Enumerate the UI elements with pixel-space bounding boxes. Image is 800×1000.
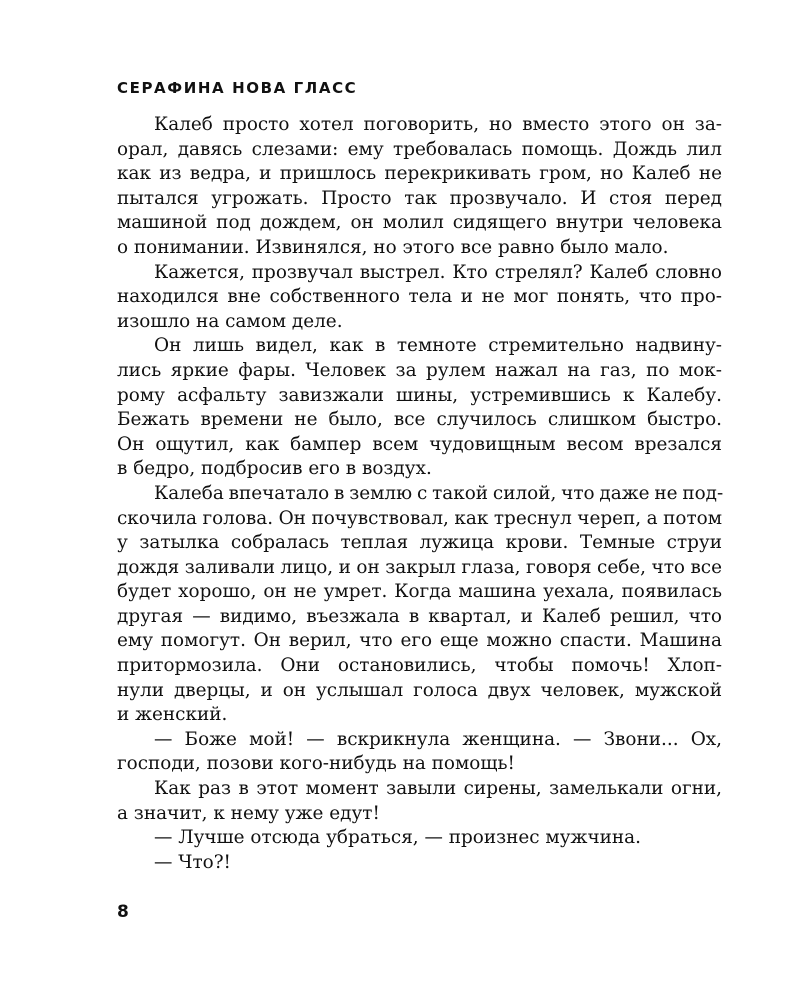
text-line: как из ведра, и пришлось перекрикивать гром, но Калеб не [117,163,722,185]
text-line: о понимании. Извинялся, но этого все равно было мало. [117,236,669,258]
text-line: изошло на самом деле. [117,310,343,332]
text-line: — Что?! [154,851,231,873]
text-line: а значит, к нему уже едут! [117,802,380,824]
running-head: СЕРАФИНА НОВА ГЛАСС [117,79,358,97]
text-line: Бежать времени не было, все случилось слишком быстро. [117,409,722,431]
text-line: Калеба впечатало в землю с такой силой, что даже не под- [154,482,724,504]
text-line: машиной под дождем, он молил сидящего внутри человека [117,212,722,234]
text-line: — Лучше отсюда убраться, — произнес мужчина. [154,827,641,849]
text-line: в бедро, подбросив его в воздух. [117,458,432,480]
text-line: Кажется, прозвучал выстрел. Кто стрелял? Калеб словно [154,261,722,283]
text-line: притормозила. Они остановились, чтобы помочь! Хлоп- [117,655,722,677]
text-line: орал, давясь слезами: ему требовалась помощь. Дождь лил [117,138,722,160]
text-line: находился вне собственного тела и не мог понять, что про- [117,286,722,308]
text-line: дождя заливали лицо, и он закрыл глаза, говоря себе, что все [117,556,722,578]
text-line: нули дверцы, и он услышал голоса двух человек, мужской [117,679,722,701]
text-line: лись яркие фары. Человек за рулем нажал на газ, по мок- [117,359,722,381]
text-line: скочила голова. Он почувствовал, как треснул череп, а потом [117,507,722,529]
text-line: рому асфальту завизжали шины, устремившись к Калебу. [117,384,722,406]
body-text [117,113,722,875]
text-line: Он лишь видел, как в темноте стремительно надвину- [154,335,722,357]
text-line: Он ощутил, как бампер всем чудовищным весом врезался [117,433,722,455]
text-line: и женский. [117,704,228,726]
text-line: Калеб просто хотел поговорить, но вместо этого он за- [154,114,722,135]
text-line: ему помогут. Он верил, что его еще можно спасти. Машина [117,630,722,652]
text-line: будет хорошо, он не умрет. Когда машина уехала, появилась [117,581,722,603]
text-line: — Боже мой! — вскрикнула женщина. — Звони... Ох, [154,728,722,750]
text-line: другая — видимо, въезжала в квартал, и Калеб решил, что [117,605,722,627]
page-number: 8 [117,902,129,922]
text-line: у затылка собралась теплая лужица крови. Темные струи [117,532,722,554]
text-line: пытался угрожать. Просто так прозвучало. И стоя перед [117,187,722,209]
text-line: Как раз в этот момент завыли сирены, замелькали огни, [154,778,722,800]
text-line: господи, позови кого-нибудь на помощь! [117,753,515,775]
